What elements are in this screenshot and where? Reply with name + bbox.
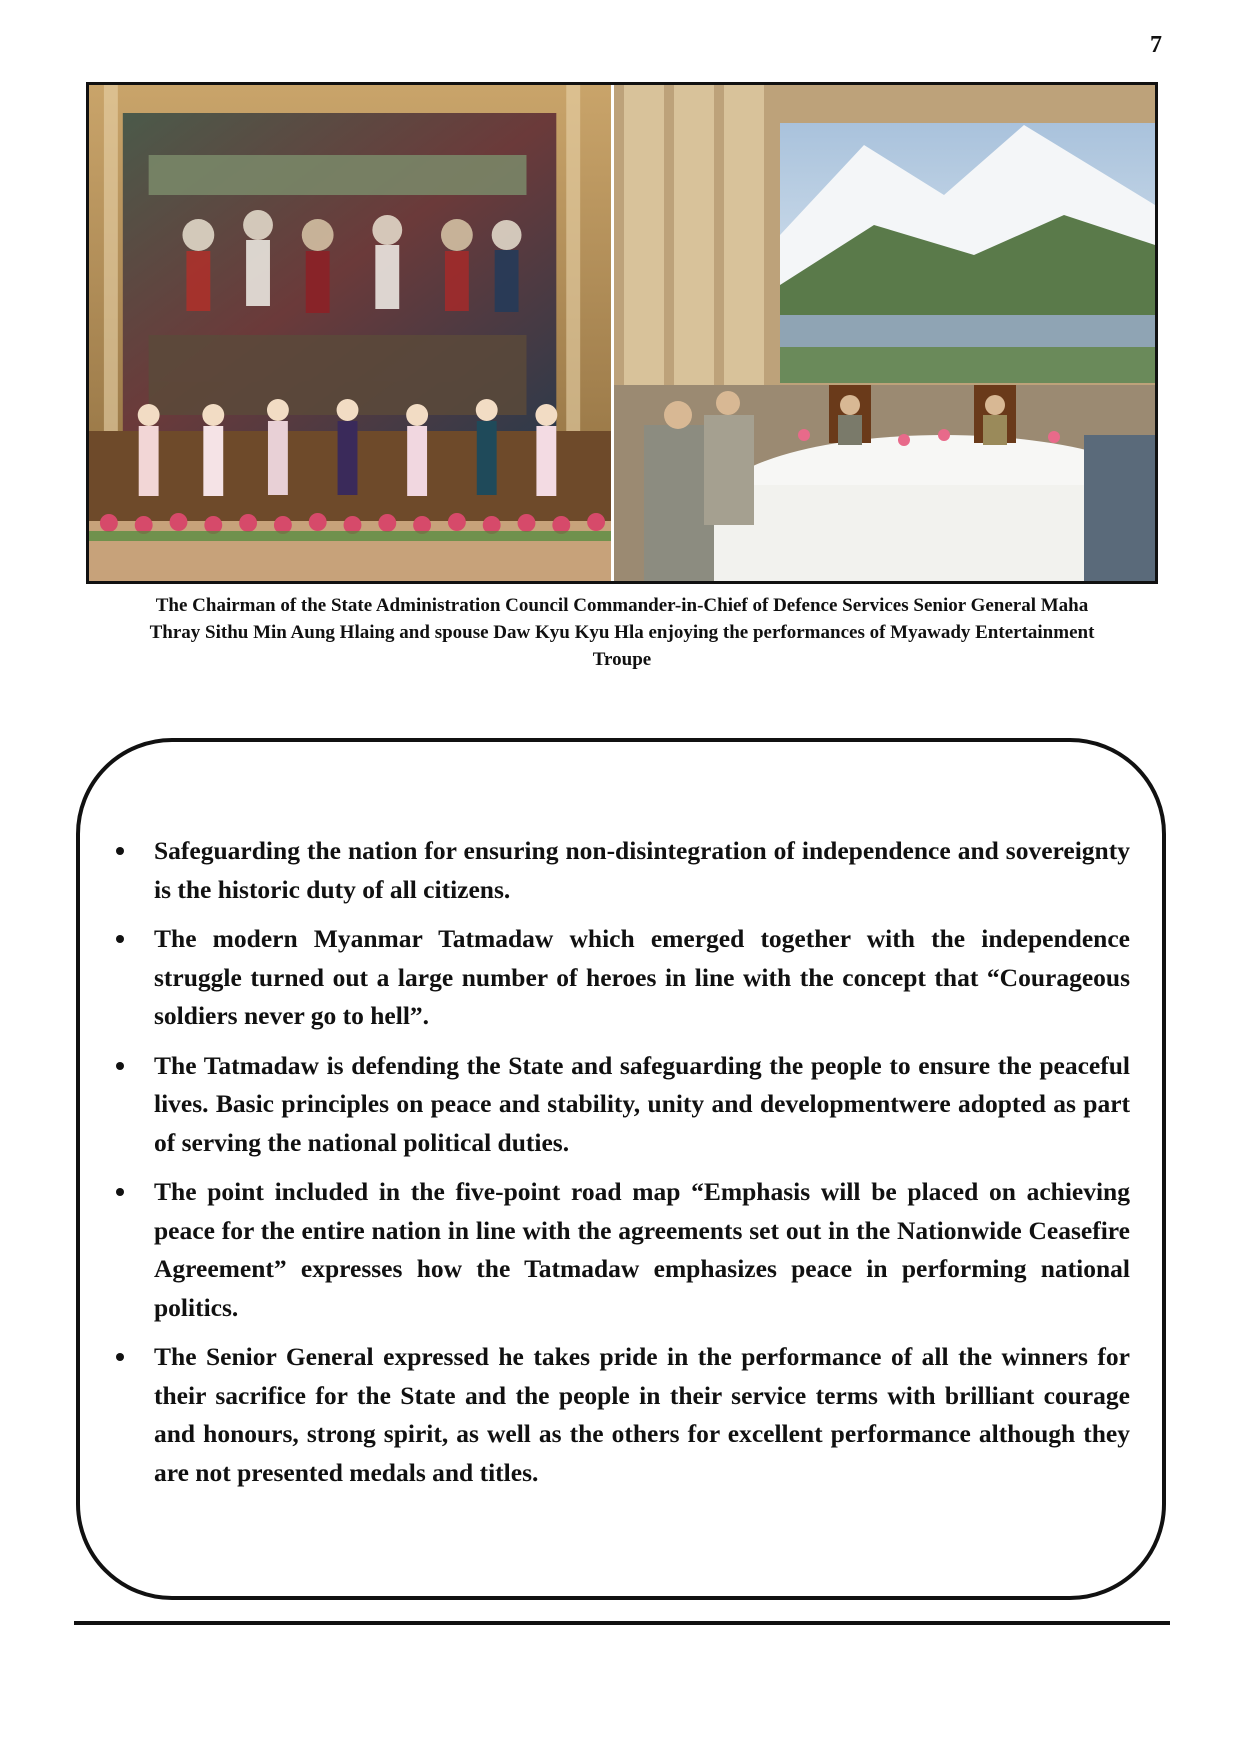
bullet-icon <box>116 935 124 943</box>
bullet-text: The modern Myanmar Tatmadaw which emerged together with the independence struggle turned out a large number of heroes in line with the concept that “Courageous soldiers never go to hell”. <box>154 924 1130 1030</box>
caption-line: Thray Sithu Min Aung Hlaing and spouse Daw Kyu Kyu Hla enjoying the performances of Myawady Entertainment <box>149 622 1095 643</box>
photo-left-performance <box>89 85 614 581</box>
bullet-icon <box>116 1188 124 1196</box>
footer-divider <box>74 1621 1170 1625</box>
list-item <box>110 920 1130 1036</box>
performance-image <box>89 85 611 581</box>
bullet-icon <box>116 1062 124 1070</box>
photo-right-dining-hall <box>614 85 1155 581</box>
bullet-text: Safeguarding the nation for ensuring non-disintegration of independence and sovereignty is the historic duty of all citizens. <box>154 836 1130 904</box>
caption-line: Troupe <box>592 649 652 670</box>
list-item <box>110 832 1130 909</box>
bullet-text: The Senior General expressed he takes pride in the performance of all the winners for their sacrifice for the State and the people in their service terms with brilliant courage and honours, strong spirit, as well as the others for excellent performance although they are not presented medals and titles. <box>154 1342 1130 1487</box>
bullet-text: The point included in the five-point road map “Emphasis will be placed on achieving peace for the entire nation in line with the agreements set out in the Nationwide Ceasefire Agreement” expresses how the Tatmadaw emphasizes peace in performing national politics. <box>154 1177 1130 1322</box>
photo-caption <box>86 592 1158 673</box>
bullet-icon <box>116 847 124 855</box>
list-item <box>110 1338 1130 1492</box>
bullet-text: The Tatmadaw is defending the State and safeguarding the people to ensure the peaceful lives. Basic principles on peace and stability, unity and developmentwere adopted as part of serving the national political duties. <box>154 1050 1130 1157</box>
caption-line: The Chairman of the State Administration Council Commander-in-Chief of Defence Services Senior General Maha <box>155 595 1089 616</box>
list-item <box>110 1047 1130 1163</box>
dining-hall-image <box>614 85 1155 581</box>
photo-collage <box>86 82 1158 584</box>
list-item <box>110 1173 1130 1327</box>
highlights-list <box>110 832 1130 1503</box>
bullet-icon <box>116 1353 124 1361</box>
page-number: 7 <box>1150 32 1162 58</box>
